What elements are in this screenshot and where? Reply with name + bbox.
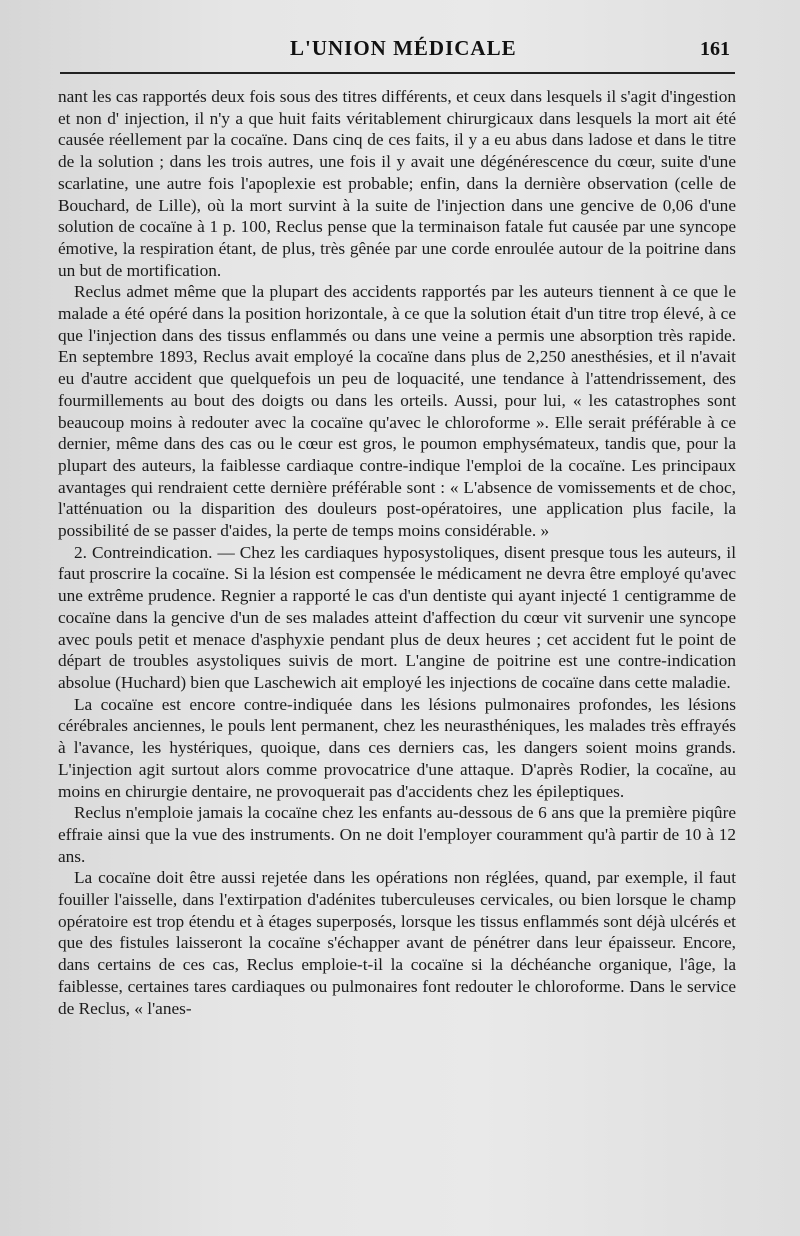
page-header [0, 30, 800, 70]
running-title: L'UNION MÉDICALE [290, 36, 517, 60]
paragraph-continuation: nant les cas rapportés deux fois sous des titres différents, et ceux dans lesquels il s'agit d'ingestion et non d' injection, il n'y a que huit faits véritablement chirurgicaux dans lesquels la mort ait été causée réellement par la cocaïne. Dans cinq de ces faits, il y a eu abus dans ladose et dans le titre de la solution ; dans les trois autres, une fois il y avait une dégénérescence du cœur, suite d'une scarlatine, une autre fois l'apoplexie est probable; enfin, dans la dernière observation (celle de Bouchard, de Lille), où la mort survint à la suite de l'injection dans une gencive de 0,06 d'une solution de cocaïne à 1 p. 100, Reclus pense que la terminaison fatale fut causée par une syncope émotive, la respiration étant, de plus, très gênée par une corde enroulée autour de la poitrine dans un but de mortification. [58, 87, 736, 280]
paragraph-children: Reclus n'emploie jamais la cocaïne chez les enfants au-dessous de 6 ans que la première piqûre effraie ainsi que la vue des instruments. On ne doit l'employer couramment qu'à partir de 10 à 12 ans. [58, 803, 736, 866]
paragraph-contreindication: 2. Contreindication. — Chez les cardiaques hyposystoliques, disent presque tous les auteurs, il faut proscrire la cocaïne. Si la lésion est compensée le médicament ne devra être employé qu'avec une extrême prudence. Regnier a rapporté le cas d'un dentiste qui ayant injecté 1 centigramme de cocaïne dans la gencive d'un de ses malades atteint d'affection du cœur vit survenir une syncope avec pouls petit et menace d'asphyxie pendant plus de deux heures ; cet accident fut le point de départ de troubles asystoliques suivis de mort. L'angine de poitrine est une contre-indication absolue (Huchard) bien que Laschewich ait employé les injections de cocaïne dans cette maladie. [58, 542, 736, 692]
body-text [58, 86, 736, 1019]
paragraph-reclus-admet: Reclus admet même que la plupart des accidents rapportés par les auteurs tiennent à ce que le malade a été opéré dans la position horizontale, à ce que la solution était d'un titre trop élevé, à ce que l'injection dans des tissus enflammés ou dans une veine a permis une absorption très rapide. En septembre 1893, Reclus avait employé la cocaïne dans plus de 2,250 anesthésies, et il n'avait eu d'autre accident que quelquefois un peu de loquacité, une tendance à l'attendrissement, des fourmillements au bout des doigts ou dans les orteils. Aussi, pour lui, « les catastrophes sont beaucoup moins à redouter avec la cocaïne qu'avec le chloroforme ». Elle serait préférable à ce dernier, même dans des cas ou le cœur est gros, le poumon emphysémateux, tandis que, pour la plupart des auteurs, la faiblesse cardiaque contre-indique l'emploi de la cocaïne. Les principaux avantages qui rendraient cette dernière préférable sont : « L'absence de vomissements et de choc, l'atténuation ou la disparition des douleurs post-opératoires, une application plus facile, la possibilité de se passer d'aides, la perte de temps moins considérable. » [58, 282, 736, 541]
page-number: 161 [700, 38, 730, 60]
paragraph-pulmonary-lesions: La cocaïne est encore contre-indiquée dans les lésions pulmonaires profondes, les lésions cérébrales anciennes, le pouls lent permanent, chez les neurasthéniques, les malades très effrayés à l'avance, les hystériques, quoique, dans ces derniers cas, les dangers soient moins grands. L'injection agit surtout alors comme provocatrice d'une attaque. D'après Rodier, la cocaïne, au moins en chirurgie dentaire, ne provoquerait pas d'accidents chez les épileptiques. [58, 694, 736, 801]
header-rule [60, 72, 735, 74]
paragraph-operations: La cocaïne doit être aussi rejetée dans les opérations non réglées, quand, par exemple, il faut fouiller l'aisselle, dans l'extirpation d'adénites tuberculeuses cervicales, ou bien lorsque le champ opératoire est trop étendu et à étages superposés, lorsque les tissus enflammés sont déjà ulcérés et que des fistules laisseront la cocaïne s'échapper avant de pénétrer dans leur épaisseur. Encore, dans certains de ces cas, Reclus emploie-t-il la cocaïne si la déchéanche organique, l'âge, la faiblesse, certaines tares cardiaques ou pulmonaires font redouter le chloroforme. Dans le service de Reclus, « l'anes- [58, 868, 736, 1018]
